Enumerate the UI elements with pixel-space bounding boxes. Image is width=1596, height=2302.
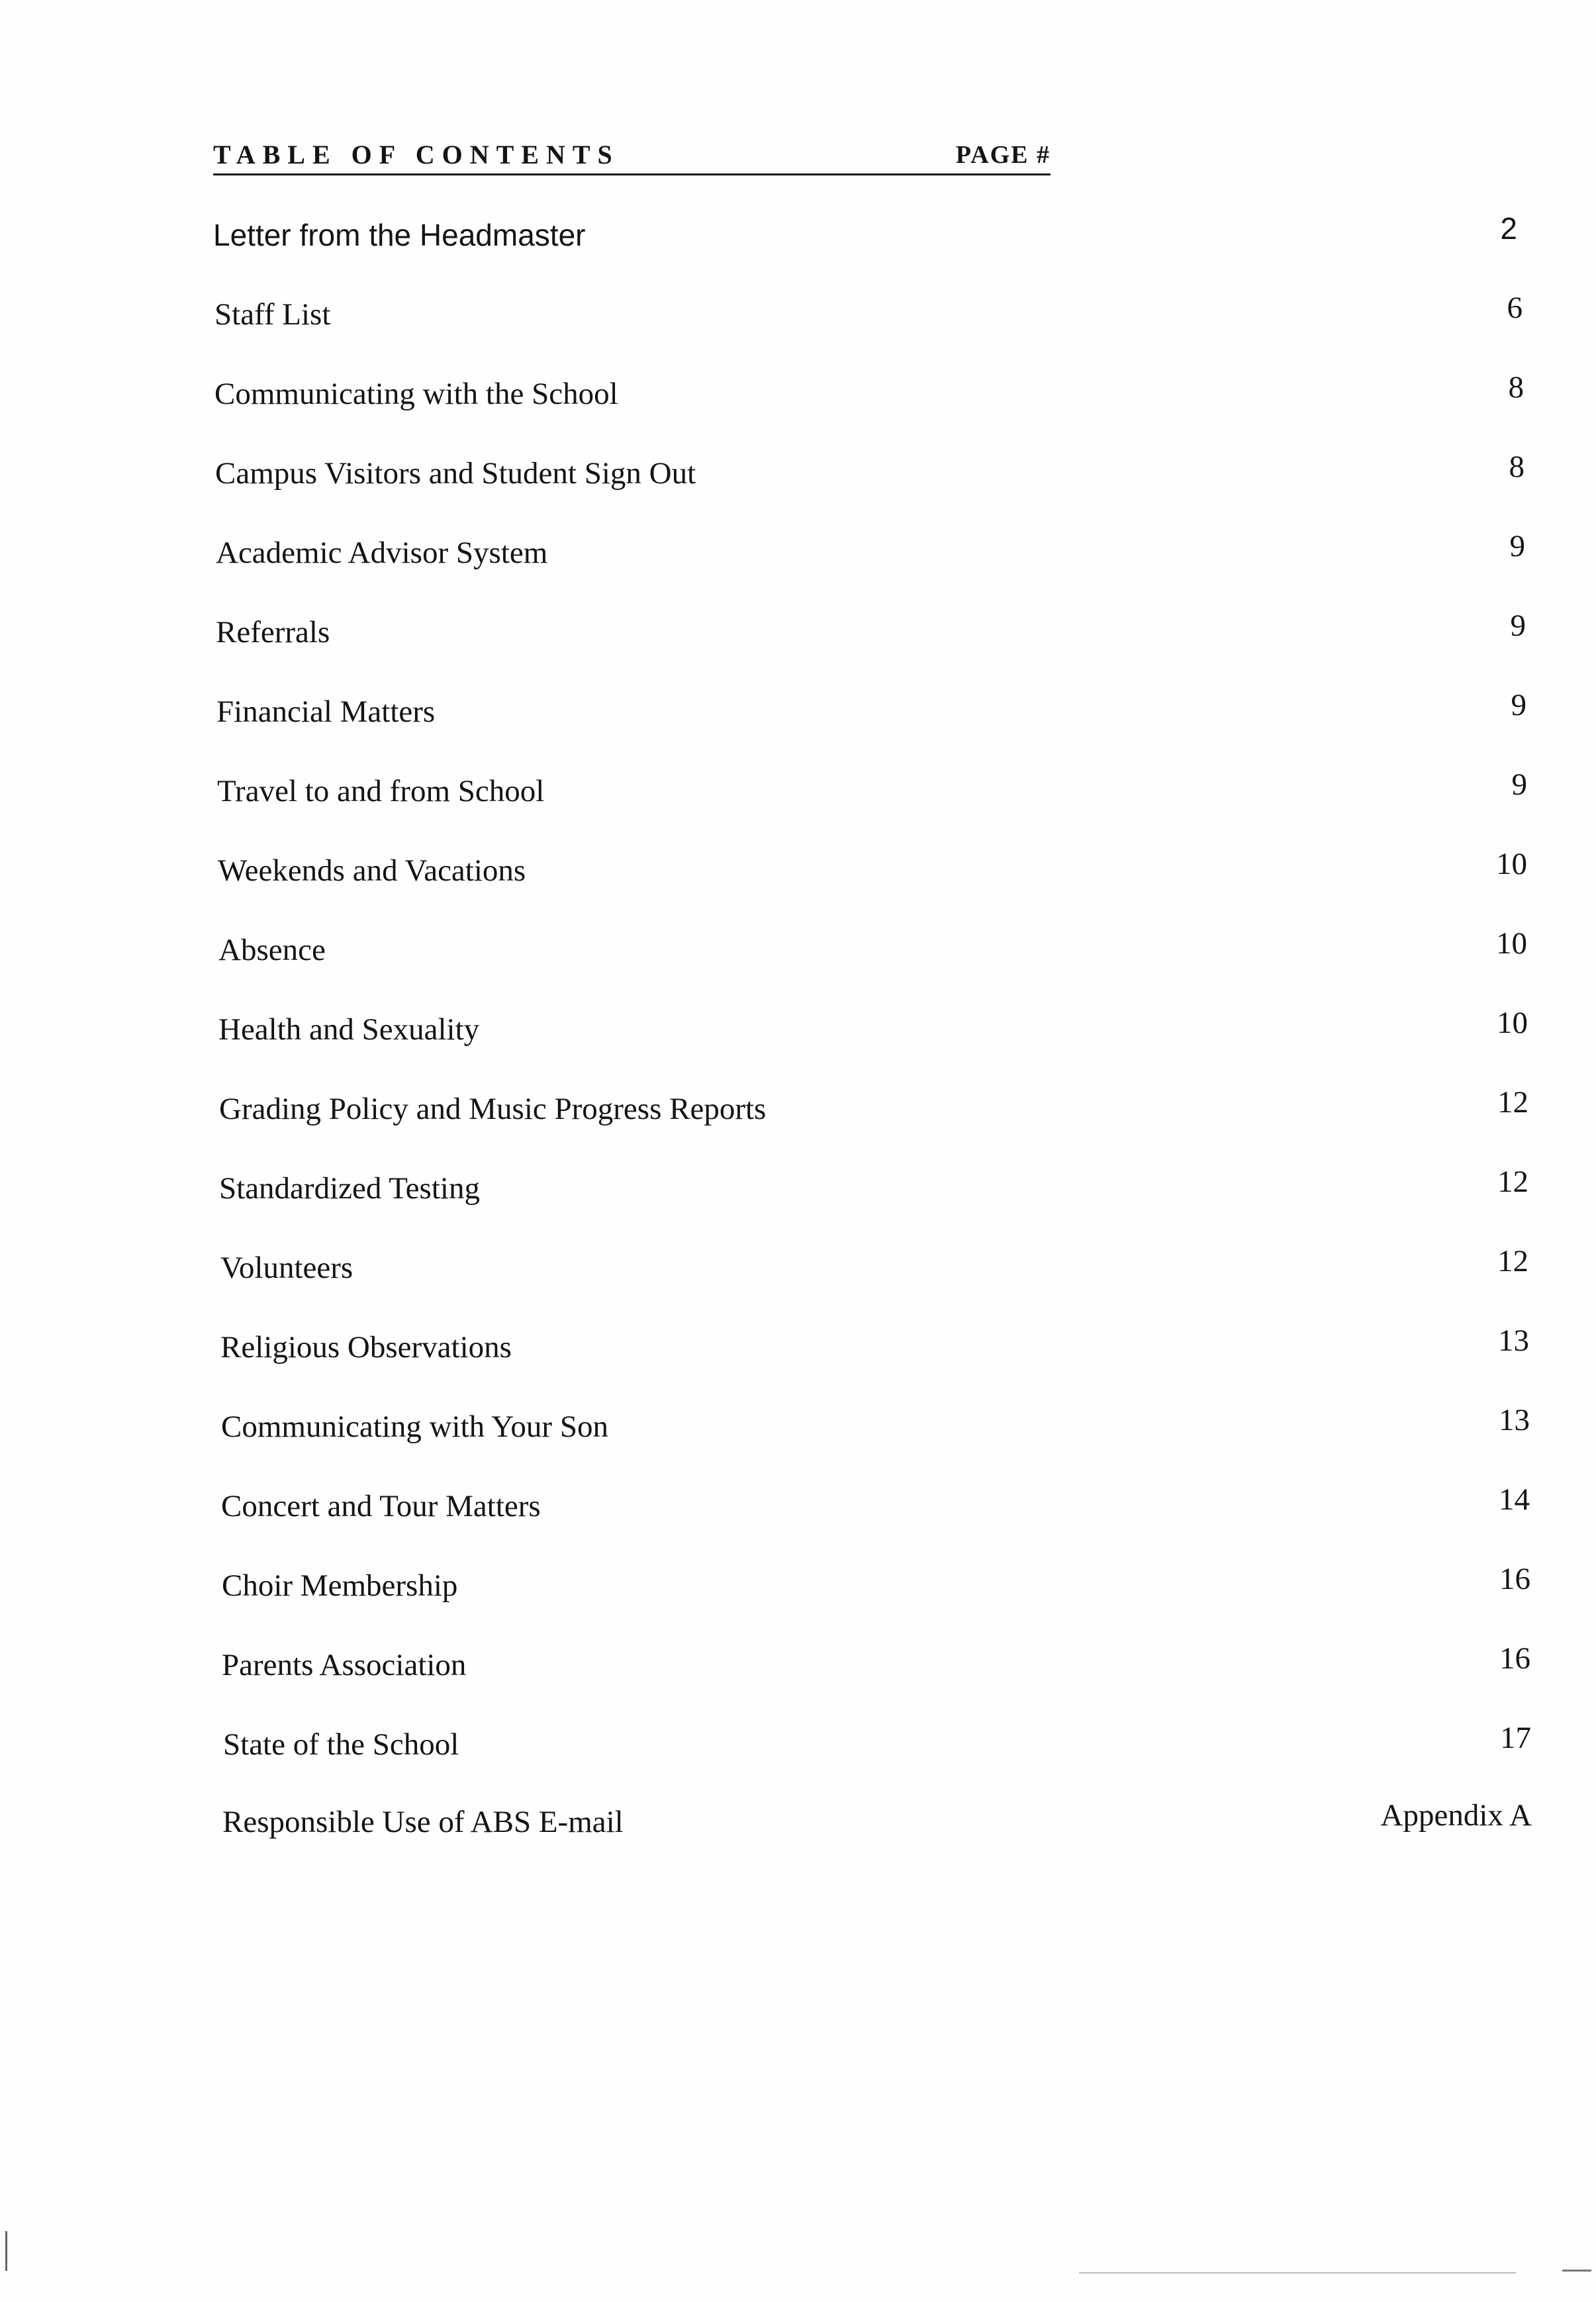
toc-entry-page: 13 [1499,1403,1530,1437]
toc-entry-page: Appendix A [1380,1798,1532,1833]
toc-entry-page: 8 [1508,370,1524,405]
toc-entry [217,767,1527,818]
toc-entry-page: 10 [1496,847,1527,881]
scan-artifact-left [5,2231,7,2271]
toc-entry-page: 9 [1511,688,1526,722]
toc-entry [218,847,1527,897]
toc-entry [221,1482,1530,1533]
toc-entry-title: Choir Membership [222,1568,458,1603]
toc-entry [218,926,1527,977]
toc-entry [221,1403,1530,1453]
toc-entry-page: 12 [1497,1085,1528,1120]
toc-entry-title: State of the School [223,1727,459,1762]
toc-entry [223,1721,1531,1771]
page-column-label: PAGE # [955,141,1051,169]
toc-entry-title: Responsible Use of ABS E-mail [222,1805,624,1839]
toc-entry [220,1244,1528,1294]
toc-entry-page: 6 [1507,291,1523,325]
toc-entry-title: Religious Observations [220,1330,512,1365]
toc-entry-page: 8 [1509,450,1525,484]
toc-entry [214,370,1524,420]
toc-entry [219,1085,1528,1135]
toc-entry-page: 12 [1497,1244,1528,1278]
toc-entry-title: Weekends and Vacations [218,853,526,888]
toc-entry [220,1323,1529,1374]
toc-entry [219,1165,1528,1215]
toc-entry-page: 10 [1497,1006,1528,1040]
toc-entry-title: Volunteers [220,1251,353,1285]
toc-entry-title: Health and Sexuality [218,1012,480,1047]
toc-entry-page: 16 [1499,1641,1530,1676]
toc-entry-title: Campus Visitors and Student Sign Out [215,456,696,491]
toc-entry [222,1798,1532,1848]
toc-entry-title: Referrals [216,615,330,649]
toc-entry-page: 17 [1500,1721,1531,1755]
toc-entry-page: 9 [1510,608,1526,643]
scan-artifact-bottom-line [1079,2272,1516,2274]
toc-entry-title: Academic Advisor System [216,536,548,570]
toc-entry [222,1562,1530,1612]
toc-entry-title: Communicating with the School [214,377,618,411]
toc-entry [214,291,1523,341]
toc-entry-title: Parents Association [222,1648,467,1682]
toc-entry [216,608,1526,659]
toc-entry-title: Absence [218,933,326,967]
toc-entry-title: Financial Matters [216,695,436,729]
toc-entry [216,688,1526,738]
toc-entry-page: 16 [1499,1562,1530,1596]
toc-entry-page: 13 [1498,1323,1529,1358]
toc-entry-title: Concert and Tour Matters [221,1489,541,1523]
toc-entry-title: Letter from the Headmaster [213,218,586,252]
toc-entry-page: 2 [1500,211,1517,246]
toc-entry-page: 14 [1499,1482,1530,1517]
toc-entry [218,1006,1528,1056]
toc-entry [213,211,1517,262]
toc-entry-title: Standardized Testing [219,1171,480,1206]
toc-entry-title: Communicating with Your Son [221,1410,608,1444]
toc-title: TABLE OF CONTENTS [213,140,620,169]
toc-entry-title: Travel to and from School [217,774,545,808]
toc-entry-page: 9 [1511,767,1527,802]
toc-entry-page: 9 [1509,529,1525,563]
toc-entry-page: 12 [1497,1165,1528,1199]
toc-entry [216,529,1525,579]
toc-entry [222,1641,1530,1692]
toc-entry-title: Staff List [214,297,331,332]
toc-entry [215,450,1525,500]
toc-entry-page: 10 [1496,926,1527,961]
toc-entry-title: Grading Policy and Music Progress Reports [219,1092,767,1126]
scan-artifact-right [1562,2270,1591,2272]
